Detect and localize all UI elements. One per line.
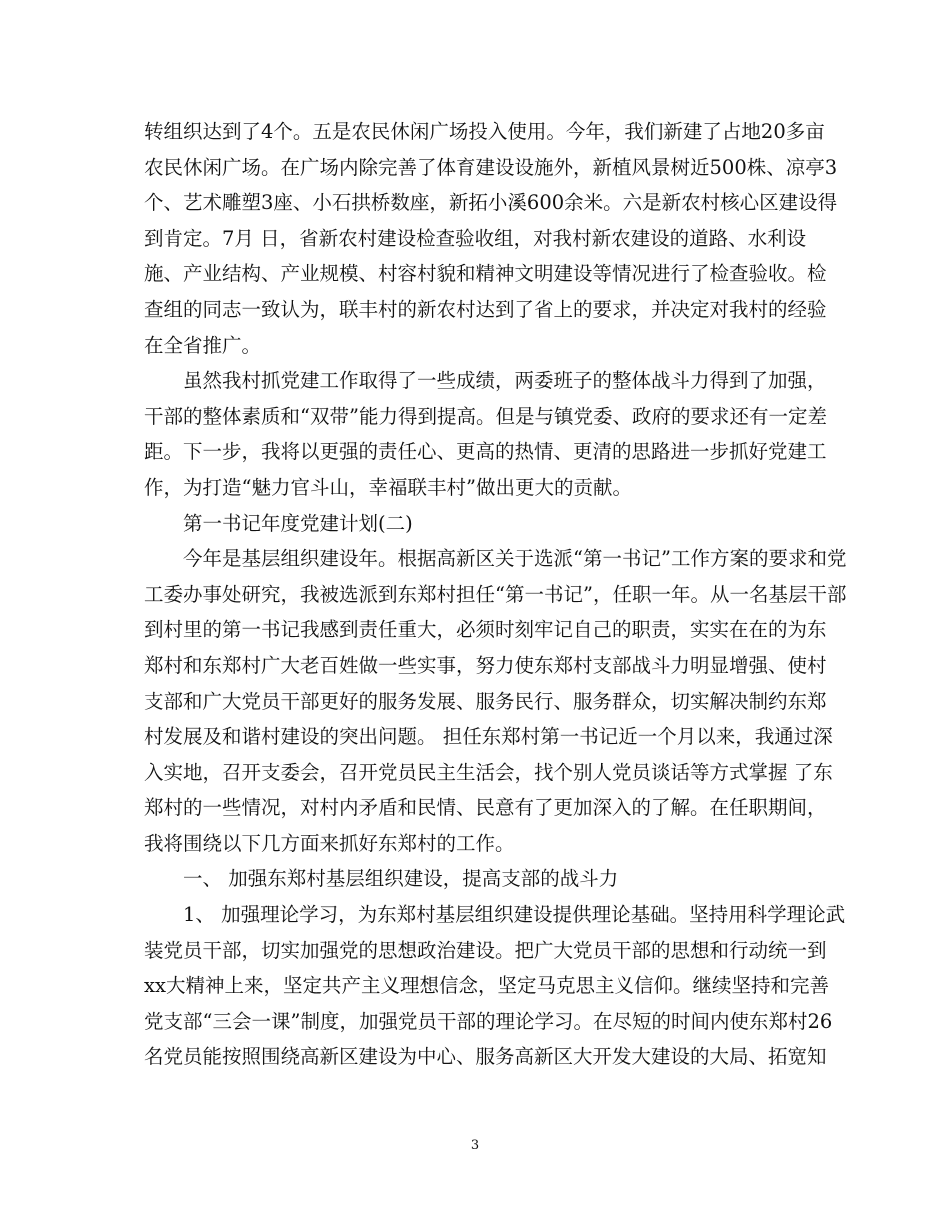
text-line: 转组织达到了4个。五是农民休闲广场投入使用。今年，我们新建了占地20多亩 [144, 120, 825, 143]
text-line: 第一书记年度党建计划(二) [183, 511, 413, 535]
text-line: 在全省推广。 [144, 333, 262, 357]
text-line: 作，为打造“魅力官斗山，幸福联丰村”做出更大的贡献。 [144, 475, 632, 499]
text-line: 党支部“三会一课”制度，加强党员干部的理论学习。在尽短的时间内使东郑村26 [144, 1009, 833, 1033]
text-line: 个、艺术雕塑3座、小石拱桥数座，新拓小溪600余米。六是新农村核心区建设得 [144, 191, 838, 215]
text-line: 距。下一步，我将以更强的责任心、更高的热情、更清的思路进一步抓好党建工 [144, 440, 827, 464]
text-line: 郑村的一些情况，对村内矛盾和民情、民意有了更加深入的了解。在任职期间， [144, 796, 827, 820]
text-line: 农民休闲广场。在广场内除完善了体育建设设施外，新植风景树近500株、凉亭3 [144, 155, 838, 179]
document-body [144, 114, 847, 1075]
text-line: 干部的整体素质和“双带”能力得到提高。但是与镇党委、政府的要求还有一定差 [144, 404, 827, 428]
text-line: 1、 加强理论学习，为东郑村基层组织建设提供理论基础。坚持用科学理论武 [183, 903, 846, 927]
text-line: 装党员干部，切实加强党的思想政治建设。把广大党员干部的思想和行动统一到 [144, 938, 827, 962]
text-line: 一、 加强东郑村基层组织建设，提高支部的战斗力 [183, 867, 619, 891]
text-line: 村发展及和谐村建设的突出问题。 担任东郑村第一书记近一个月以来，我通过深 [144, 725, 833, 749]
text-line: 郑村和东郑村广大老百姓做一些实事，努力使东郑村支部战斗力明显增强、使村 [144, 653, 827, 677]
text-line: 名党员能按照围绕高新区建设为中心、服务高新区大开发大建设的大局、拓宽知 [144, 1045, 827, 1069]
text-line: 施、产业结构、产业规模、村容村貌和精神文明建设等情况进行了检查验收。检 [144, 262, 827, 286]
text-line: 我将围绕以下几方面来抓好东郑村的工作。 [144, 831, 515, 855]
text-line: 查组的同志一致认为，联丰村的新农村达到了省上的要求，并决定对我村的经验 [144, 297, 827, 321]
page-number: 3 [470, 1138, 480, 1153]
text-line: 支部和广大党员干部更好的服务发展、服务民行、服务群众，切实解决制约东郑 [144, 689, 827, 713]
text-line: 今年是基层组织建设年。根据高新区关于选派“第一书记”工作方案的要求和党 [183, 547, 847, 571]
text-line: 虽然我村抓党建工作取得了一些成绩，两委班子的整体战斗力得到了加强， [183, 369, 827, 393]
text-line: xx大精神上来，坚定共产主义理想信念，坚定马克思主义信仰。继续坚持和完善 [144, 974, 829, 998]
text-line: 到村里的第一书记我感到责任重大，必须时刻牢记自己的职责，实实在在的为东 [144, 618, 827, 642]
text-line: 工委办事处研究，我被选派到东郑村担任“第一书记”，任职一年。从一名基层干部 [144, 582, 847, 606]
text-line: 入实地，召开支委会，召开党员民主生活会，找个别人党员谈话等方式掌握 了东 [144, 760, 833, 784]
text-line: 到肯定。7月 日，省新农村建设检查验收组，对我村新农建设的道路、水利设 [144, 226, 807, 250]
